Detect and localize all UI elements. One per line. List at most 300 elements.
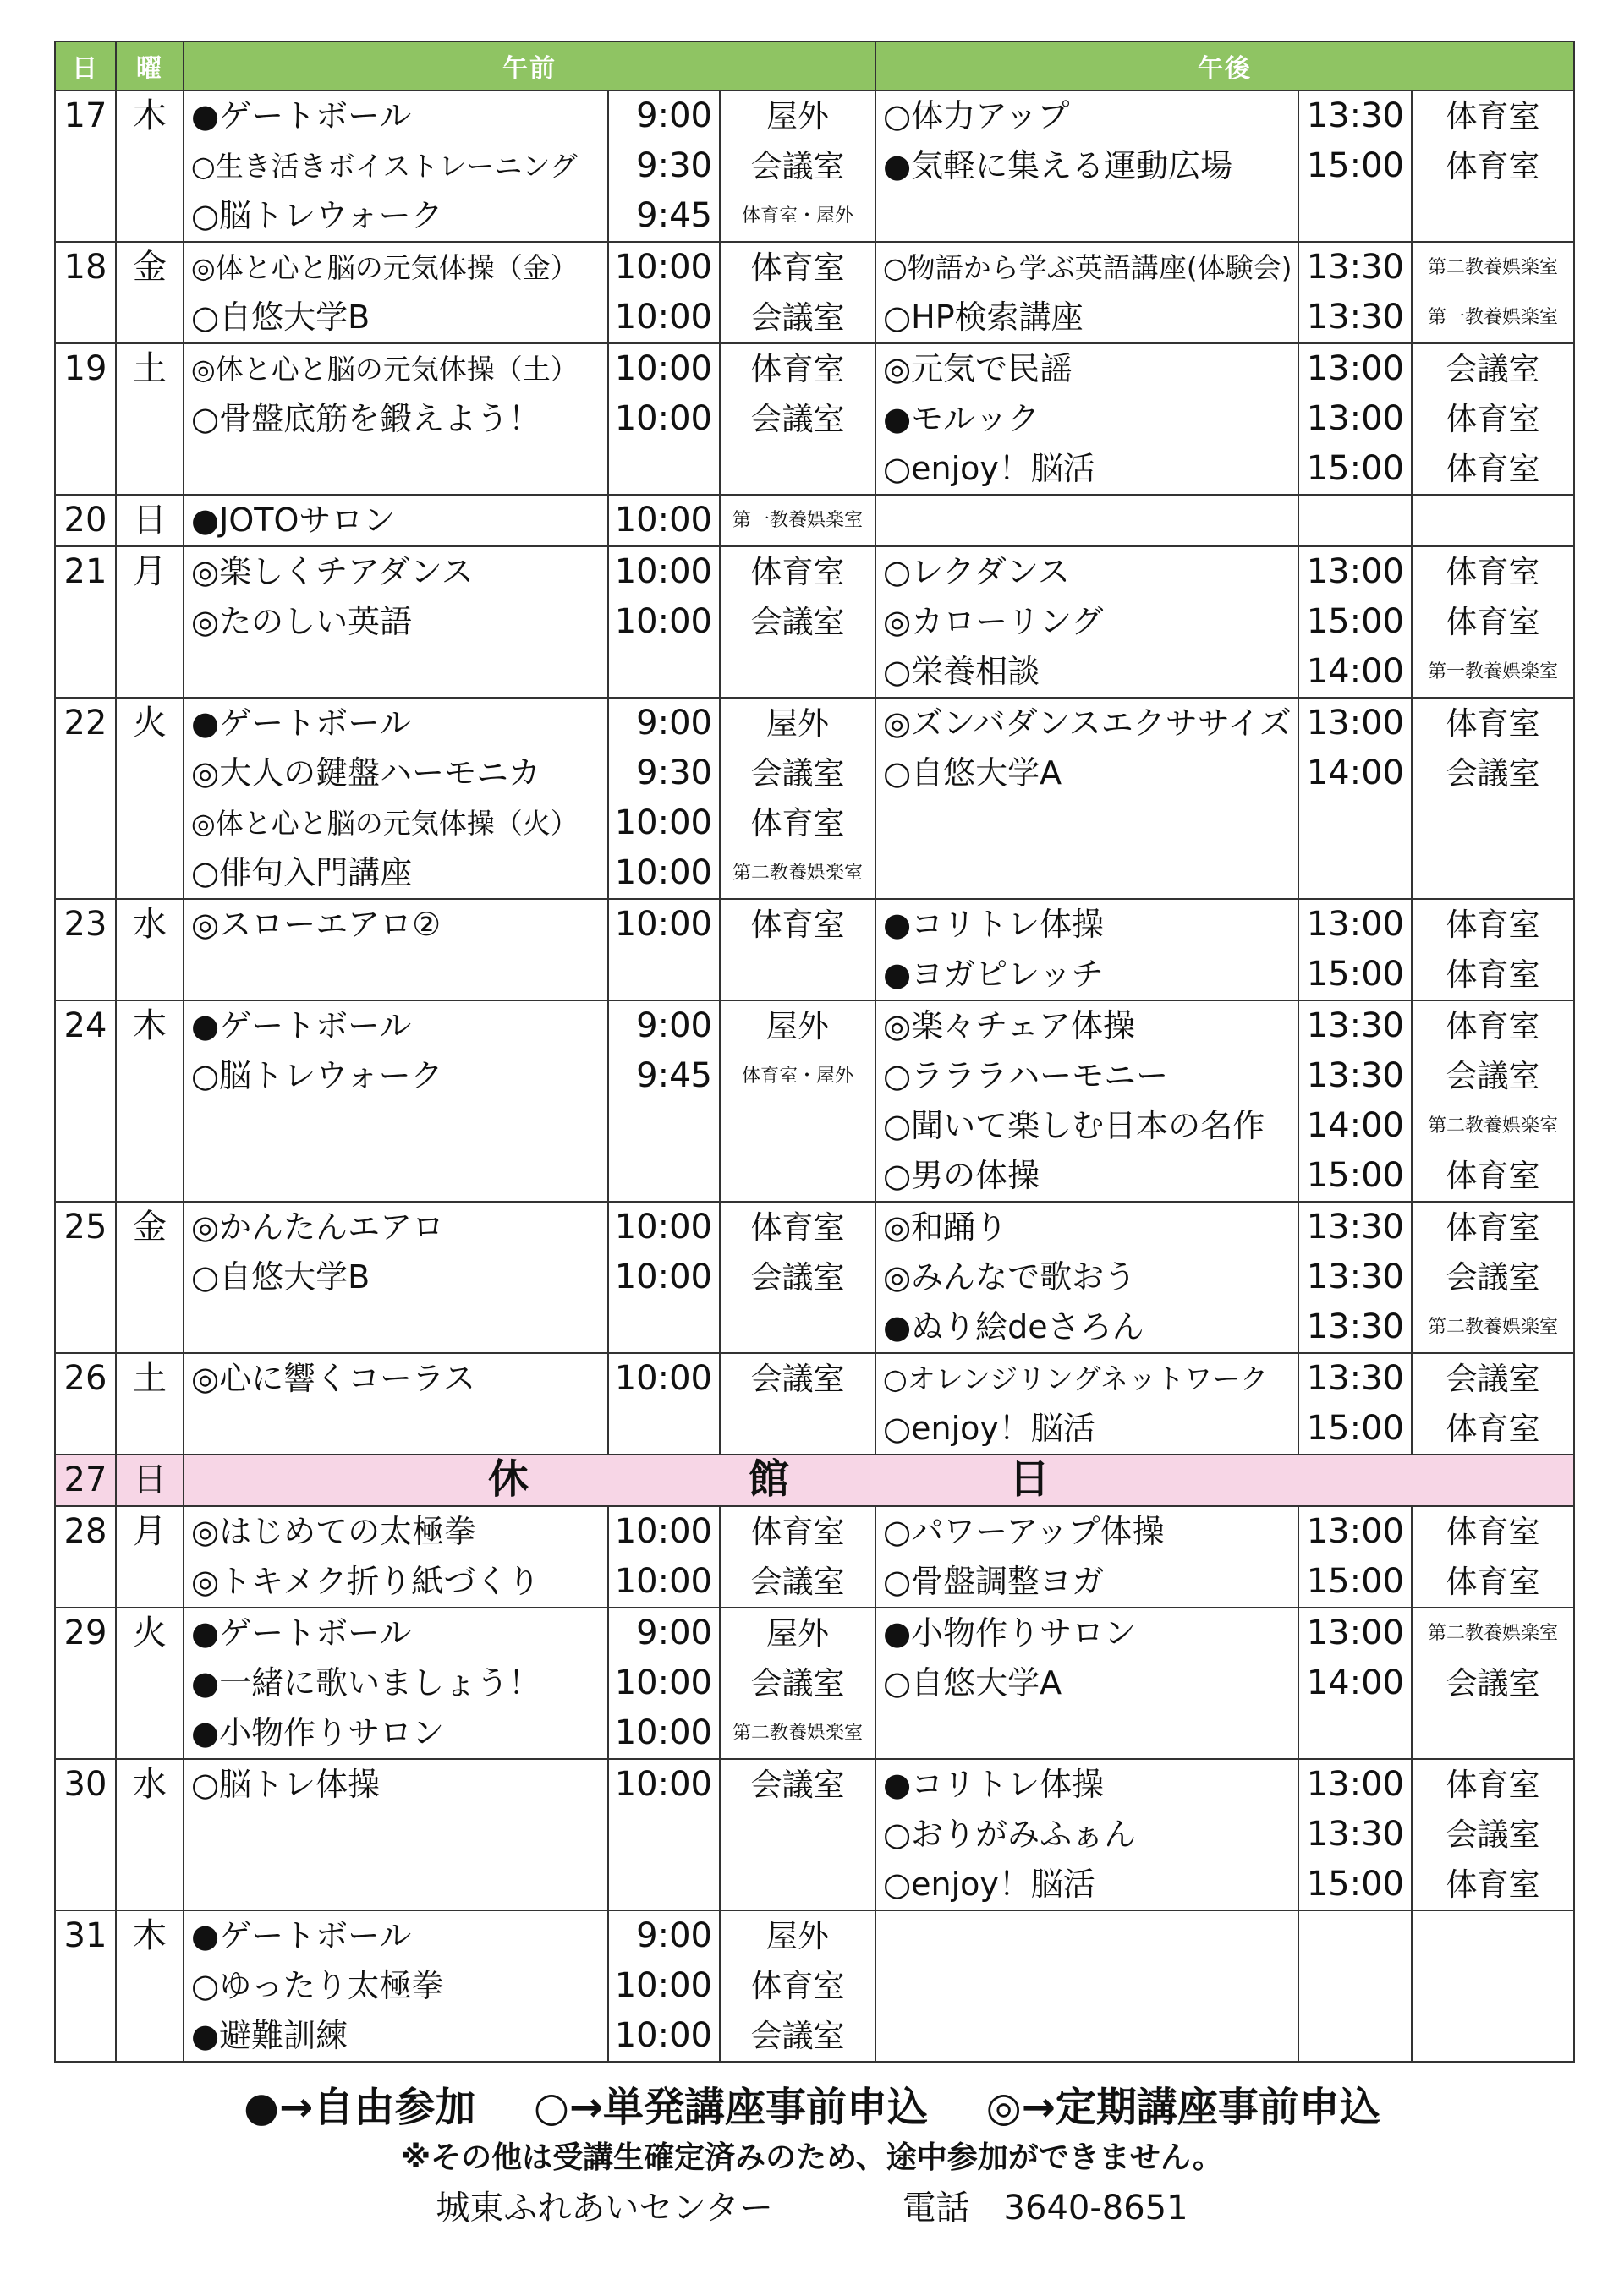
legend	[0, 2080, 1624, 2234]
event-room: 会議室	[750, 401, 845, 437]
day-number: 28	[55, 1506, 116, 1608]
pm-events	[875, 546, 1298, 698]
legend-regular: ◎→定期講座事前申込	[985, 2084, 1380, 2131]
schedule-sheet	[54, 41, 1573, 2063]
event-room: 会議室	[1446, 755, 1540, 792]
event-time: 15:00	[1306, 1409, 1404, 1448]
event-time: 10:00	[614, 1663, 712, 1702]
event-time: 13:00	[1306, 905, 1404, 944]
day-number: 23	[55, 899, 116, 1000]
event-name: ●ゲートボール	[191, 1917, 412, 1954]
am-events	[184, 1608, 608, 1759]
event-name: ◎体と心と脳の元気体操（火）	[191, 807, 579, 840]
event-room: 屋外	[766, 1918, 829, 1954]
event-room: 第二教養娯楽室	[1427, 1317, 1558, 1338]
event-room: 会議室	[1446, 1259, 1540, 1296]
pm-times	[1298, 1353, 1412, 1455]
am-rooms	[720, 343, 875, 495]
pm-rooms	[1412, 698, 1574, 899]
event-name: ○脳トレ体操	[191, 1766, 381, 1803]
event-time: 13:30	[1306, 1056, 1404, 1095]
event-room: 会議室	[750, 1259, 845, 1296]
event-time: 13:30	[1306, 1006, 1404, 1045]
event-name: ●小物作りサロン	[883, 1614, 1137, 1652]
event-name: ◎はじめての太極拳	[191, 1513, 477, 1550]
event-room: 体育室	[750, 1209, 845, 1246]
event-time: 10:00	[614, 1512, 712, 1551]
day-number: 25	[55, 1202, 116, 1353]
event-name: ○骨盤底筋を鍛えよう！	[191, 400, 541, 437]
event-time: 13:30	[1306, 1307, 1404, 1346]
event-time: 10:00	[614, 853, 712, 892]
event-room: 体育室	[750, 907, 845, 943]
day-number: 17	[55, 90, 116, 242]
am-events	[184, 698, 608, 899]
weekday: 火	[116, 1608, 184, 1759]
weekday: 水	[116, 1759, 184, 1910]
am-times	[608, 899, 720, 1000]
am-times	[608, 698, 720, 899]
event-time: 13:00	[1306, 399, 1404, 438]
event-name: ○物語から学ぶ英語講座(体験会)	[883, 251, 1292, 284]
pm-rooms	[1412, 90, 1574, 242]
event-time: 15:00	[1306, 955, 1404, 994]
event-name: ◎大人の鍵盤ハーモニカ	[191, 754, 541, 792]
event-name: ●ゲートボール	[191, 97, 412, 134]
weekday: 日	[116, 495, 184, 546]
event-name: ◎体と心と脳の元気体操（金）	[191, 251, 579, 284]
event-name: ◎スローエアロ②	[191, 906, 442, 943]
event-room: 会議室	[1446, 1058, 1540, 1094]
event-time: 9:30	[636, 753, 712, 792]
event-time: 9:00	[636, 96, 712, 135]
event-name: ○HP検索講座	[883, 299, 1084, 336]
event-room: 屋外	[766, 705, 829, 742]
event-room: 第一教養娯楽室	[1427, 661, 1558, 682]
day-number: 19	[55, 343, 116, 495]
am-times	[608, 1353, 720, 1455]
pm-rooms	[1412, 495, 1574, 546]
event-name: ◎たのしい英語	[191, 603, 413, 640]
event-name: ●ヨガピレッチ	[883, 956, 1104, 993]
header-day: 日	[55, 41, 116, 90]
event-time: 13:30	[1306, 298, 1404, 337]
event-time: 15:00	[1306, 1156, 1404, 1195]
event-room: 体育室	[1446, 1564, 1540, 1600]
event-room: 体育室	[1446, 705, 1540, 742]
am-rooms	[720, 1608, 875, 1759]
am-times	[608, 495, 720, 546]
event-room: 会議室	[750, 148, 845, 184]
event-name: ○自悠大学A	[883, 754, 1062, 792]
pm-times	[1298, 899, 1412, 1000]
event-name: ○おりがみふぁん	[883, 1816, 1137, 1853]
event-room: 第一教養娯楽室	[1427, 307, 1558, 328]
event-room: 体育室	[1446, 1158, 1540, 1194]
pm-events	[875, 1608, 1298, 1759]
weekday: 木	[116, 1000, 184, 1202]
event-time: 9:00	[636, 1916, 712, 1955]
event-room: 体育室	[1446, 1767, 1540, 1803]
pm-rooms	[1412, 899, 1574, 1000]
weekday: 金	[116, 242, 184, 343]
am-rooms	[720, 1910, 875, 2062]
am-events	[184, 90, 608, 242]
event-time: 13:30	[1306, 248, 1404, 287]
event-time: 13:30	[1306, 96, 1404, 135]
event-room: 体育室	[1446, 554, 1540, 590]
event-name: ●一緒に歌いましょう！	[191, 1664, 541, 1701]
schedule-body	[55, 90, 1574, 2062]
event-time: 9:00	[636, 704, 712, 743]
day-row	[55, 1000, 1574, 1202]
event-name: ○レクダンス	[883, 553, 1070, 590]
day-number: 18	[55, 242, 116, 343]
event-name: ●ゲートボール	[191, 1614, 412, 1652]
event-time: 13:00	[1306, 1614, 1404, 1652]
am-rooms	[720, 899, 875, 1000]
am-rooms	[720, 1000, 875, 1202]
contact-line	[0, 2182, 1624, 2234]
event-name: ●小物作りサロン	[191, 1714, 445, 1751]
event-time: 10:00	[614, 1966, 712, 2005]
event-name: ○パワーアップ体操	[883, 1513, 1165, 1550]
event-time: 15:00	[1306, 146, 1404, 185]
day-row	[55, 1910, 1574, 2062]
event-time: 10:00	[614, 501, 712, 540]
event-time: 13:00	[1306, 349, 1404, 388]
event-room: 体育室	[1446, 1514, 1540, 1550]
event-room: 会議室	[750, 1361, 845, 1397]
event-name: ●ゲートボール	[191, 704, 412, 742]
am-events	[184, 1000, 608, 1202]
pm-times	[1298, 1759, 1412, 1910]
event-time: 9:45	[636, 196, 712, 235]
event-room: 第一教養娯楽室	[732, 510, 863, 531]
am-events	[184, 495, 608, 546]
pm-events	[875, 90, 1298, 242]
event-time: 13:00	[1306, 1765, 1404, 1804]
weekday: 木	[116, 1910, 184, 2062]
event-room: 体育室	[1446, 1866, 1540, 1903]
day-row	[55, 1608, 1574, 1759]
day-row	[55, 495, 1574, 546]
am-rooms	[720, 1202, 875, 1353]
day-number: 26	[55, 1353, 116, 1455]
event-room: 体育室	[1446, 604, 1540, 640]
event-time: 9:45	[636, 1056, 712, 1095]
event-room: 屋外	[766, 98, 829, 134]
pm-rooms	[1412, 242, 1574, 343]
event-room: 会議室	[750, 604, 845, 640]
am-times	[608, 1759, 720, 1910]
event-time: 10:00	[614, 1562, 712, 1601]
event-room: 体育室	[1446, 907, 1540, 943]
event-name: ◎体と心と脳の元気体操（土）	[191, 353, 579, 386]
event-time: 10:00	[614, 298, 712, 337]
event-room: 会議室	[750, 299, 845, 336]
event-time: 15:00	[1306, 1865, 1404, 1904]
event-name: ●気軽に集える運動広場	[883, 147, 1233, 184]
event-name: ●コリトレ体操	[883, 1766, 1105, 1803]
day-number: 22	[55, 698, 116, 899]
event-name: ●ぬり絵deさろん	[883, 1308, 1144, 1345]
event-time: 9:30	[636, 146, 712, 185]
am-times	[608, 1202, 720, 1353]
event-time: 15:00	[1306, 449, 1404, 488]
pm-events	[875, 242, 1298, 343]
event-room: 第二教養娯楽室	[732, 1723, 863, 1744]
event-time: 13:00	[1306, 552, 1404, 591]
pm-events	[875, 1202, 1298, 1353]
am-times	[608, 343, 720, 495]
pm-times	[1298, 546, 1412, 698]
event-time: 10:00	[614, 1208, 712, 1247]
event-room: 体育室	[1446, 1008, 1540, 1044]
event-room: 第二教養娯楽室	[732, 863, 863, 884]
day-number: 31	[55, 1910, 116, 2062]
event-room: 体育室	[750, 1514, 845, 1550]
day-row	[55, 899, 1574, 1000]
am-times	[608, 1000, 720, 1202]
event-time: 13:30	[1306, 1258, 1404, 1296]
event-name: ○俳句入門講座	[191, 854, 413, 891]
pm-times	[1298, 1000, 1412, 1202]
event-name: ○ゆったり太極拳	[191, 1967, 444, 2004]
event-name: ◎ズンバダンスエクササイズ	[883, 704, 1292, 742]
pm-events	[875, 1000, 1298, 1202]
event-name: ○ラララハーモニー	[883, 1057, 1169, 1094]
pm-rooms	[1412, 1506, 1574, 1608]
am-events	[184, 899, 608, 1000]
am-times	[608, 1608, 720, 1759]
day-number: 21	[55, 546, 116, 698]
event-name: ○enjoy！脳活	[883, 450, 1095, 487]
event-room: 第二教養娯楽室	[1427, 1115, 1558, 1137]
event-room: 体育室・屋外	[741, 205, 853, 227]
event-name: ●ゲートボール	[191, 1007, 412, 1044]
pm-times	[1298, 90, 1412, 242]
am-rooms	[720, 1759, 875, 1910]
am-rooms	[720, 546, 875, 698]
am-events	[184, 1910, 608, 2062]
event-name: ○enjoy！脳活	[883, 1410, 1095, 1447]
pm-rooms	[1412, 1000, 1574, 1202]
day-number: 20	[55, 495, 116, 546]
event-room: 体育室	[1446, 401, 1540, 437]
event-room: 会議室	[750, 1767, 845, 1803]
am-rooms	[720, 1506, 875, 1608]
header-afternoon: 午後	[875, 41, 1574, 90]
event-name: ◎楽しくチアダンス	[191, 553, 474, 590]
phone-number: 電話 3640-8651	[902, 2189, 1188, 2228]
event-name: ○栄養相談	[883, 653, 1040, 690]
event-time: 9:00	[636, 1006, 712, 1045]
table-header-row	[55, 41, 1574, 90]
am-times	[608, 1910, 720, 2062]
day-row	[55, 1202, 1574, 1353]
pm-rooms	[1412, 1910, 1574, 2062]
event-name: ◎心に響くコーラス	[191, 1360, 476, 1397]
event-room: 会議室	[1446, 1817, 1540, 1853]
legend-note: ※その他は受講生確定済みのため、途中参加ができません。	[401, 2140, 1223, 2175]
weekday: 火	[116, 698, 184, 899]
day-row	[55, 1759, 1574, 1910]
event-name: ○オレンジリングネットワーク	[883, 1362, 1269, 1395]
am-rooms	[720, 90, 875, 242]
pm-times	[1298, 1202, 1412, 1353]
am-events	[184, 1506, 608, 1608]
pm-times	[1298, 1910, 1412, 2062]
event-room: 体育室	[750, 554, 845, 590]
header-weekday: 曜	[116, 41, 184, 90]
event-name: ○骨盤調整ヨガ	[883, 1563, 1105, 1600]
pm-rooms	[1412, 1353, 1574, 1455]
legend-single: ○→単発講座事前申込	[533, 2084, 929, 2131]
am-rooms	[720, 495, 875, 546]
event-room: 体育室	[1446, 1209, 1540, 1246]
event-time: 10:00	[614, 602, 712, 641]
schedule-table	[54, 41, 1575, 2063]
pm-times	[1298, 242, 1412, 343]
pm-rooms	[1412, 1759, 1574, 1910]
am-rooms	[720, 1353, 875, 1455]
am-rooms	[720, 698, 875, 899]
am-times	[608, 90, 720, 242]
event-room: 会議室	[1446, 351, 1540, 387]
event-room: 体育室	[750, 351, 845, 387]
am-events	[184, 1202, 608, 1353]
legend-row	[0, 2080, 1624, 2134]
event-room: 第二教養娯楽室	[1427, 257, 1558, 278]
day-row	[55, 546, 1574, 698]
day-row	[55, 242, 1574, 343]
event-time: 10:00	[614, 1258, 712, 1296]
event-time: 10:00	[614, 2016, 712, 2055]
event-time: 13:00	[1306, 704, 1404, 743]
event-room: 会議室	[750, 2018, 845, 2054]
weekday: 月	[116, 1506, 184, 1608]
event-name: ○自悠大学B	[191, 299, 370, 336]
pm-events	[875, 1353, 1298, 1455]
event-time: 13:00	[1306, 1512, 1404, 1551]
day-row	[55, 343, 1574, 495]
am-times	[608, 546, 720, 698]
event-room: 会議室	[750, 755, 845, 792]
event-room: 体育室・屋外	[741, 1066, 853, 1087]
event-name: ○自悠大学B	[191, 1258, 370, 1296]
am-times	[608, 242, 720, 343]
event-name: ○脳トレウォーク	[191, 1057, 443, 1094]
am-events	[184, 546, 608, 698]
weekday: 月	[116, 546, 184, 698]
pm-rooms	[1412, 343, 1574, 495]
event-name: ●JOTOサロン	[191, 501, 396, 539]
legend-free: ●→自由参加	[244, 2084, 476, 2131]
day-number: 29	[55, 1608, 116, 1759]
event-time: 9:00	[636, 1614, 712, 1652]
event-time: 10:00	[614, 1713, 712, 1752]
pm-times	[1298, 698, 1412, 899]
event-time: 10:00	[614, 803, 712, 842]
pm-events	[875, 343, 1298, 495]
event-room: 体育室	[1446, 956, 1540, 993]
event-name: ○聞いて楽しむ日本の名作	[883, 1107, 1265, 1144]
closed-day-row	[55, 1455, 1574, 1506]
event-name: ○脳トレウォーク	[191, 197, 443, 234]
pm-times	[1298, 343, 1412, 495]
event-time: 15:00	[1306, 602, 1404, 641]
event-room: 屋外	[766, 1615, 829, 1652]
pm-events	[875, 1910, 1298, 2062]
event-name: ●コリトレ体操	[883, 906, 1105, 943]
pm-events	[875, 899, 1298, 1000]
event-time: 14:00	[1306, 1663, 1404, 1702]
am-rooms	[720, 242, 875, 343]
weekday: 金	[116, 1202, 184, 1353]
event-name: ○体力アップ	[883, 97, 1070, 134]
am-events	[184, 242, 608, 343]
pm-times	[1298, 1608, 1412, 1759]
event-name: ○男の体操	[883, 1157, 1040, 1194]
event-room: 会議室	[750, 1665, 845, 1701]
event-name: ◎元気で民謡	[883, 350, 1073, 387]
pm-rooms	[1412, 1202, 1574, 1353]
am-events	[184, 1353, 608, 1455]
event-time: 10:00	[614, 248, 712, 287]
event-name: ○自悠大学A	[883, 1664, 1062, 1701]
weekday: 土	[116, 343, 184, 495]
event-name: ○enjoy！脳活	[883, 1866, 1095, 1903]
event-time: 13:30	[1306, 1815, 1404, 1854]
event-time: 14:00	[1306, 753, 1404, 792]
day-row	[55, 698, 1574, 899]
event-room: 体育室	[1446, 451, 1540, 487]
day-row	[55, 1353, 1574, 1455]
day-number: 30	[55, 1759, 116, 1910]
event-name: ●モルック	[883, 400, 1040, 437]
event-name: ◎カローリング	[883, 603, 1104, 640]
am-times	[608, 1506, 720, 1608]
event-room: 体育室	[1446, 98, 1540, 134]
event-time: 10:00	[614, 905, 712, 944]
event-room: 体育室	[750, 1968, 845, 2004]
event-room: 体育室	[1446, 148, 1540, 184]
pm-rooms	[1412, 546, 1574, 698]
event-name: ○生き活きボイストレーニング	[191, 150, 578, 183]
pm-times	[1298, 495, 1412, 546]
event-name: ◎和踊り	[883, 1208, 1008, 1246]
day-row	[55, 90, 1574, 242]
event-time: 10:00	[614, 1359, 712, 1398]
pm-events	[875, 698, 1298, 899]
event-room: 会議室	[750, 1564, 845, 1600]
day-number: 24	[55, 1000, 116, 1202]
event-room: 体育室	[750, 249, 845, 286]
am-events	[184, 1759, 608, 1910]
pm-times	[1298, 1506, 1412, 1608]
day-number: 27	[55, 1455, 116, 1506]
weekday: 木	[116, 90, 184, 242]
event-time: 13:30	[1306, 1208, 1404, 1247]
weekday: 水	[116, 899, 184, 1000]
event-name: ◎楽々チェア体操	[883, 1007, 1136, 1044]
event-time: 10:00	[614, 349, 712, 388]
event-time: 10:00	[614, 552, 712, 591]
event-name: ◎かんたんエアロ	[191, 1208, 445, 1246]
header-morning: 午前	[184, 41, 875, 90]
event-name: ◎みんなで歌おう	[883, 1258, 1137, 1296]
